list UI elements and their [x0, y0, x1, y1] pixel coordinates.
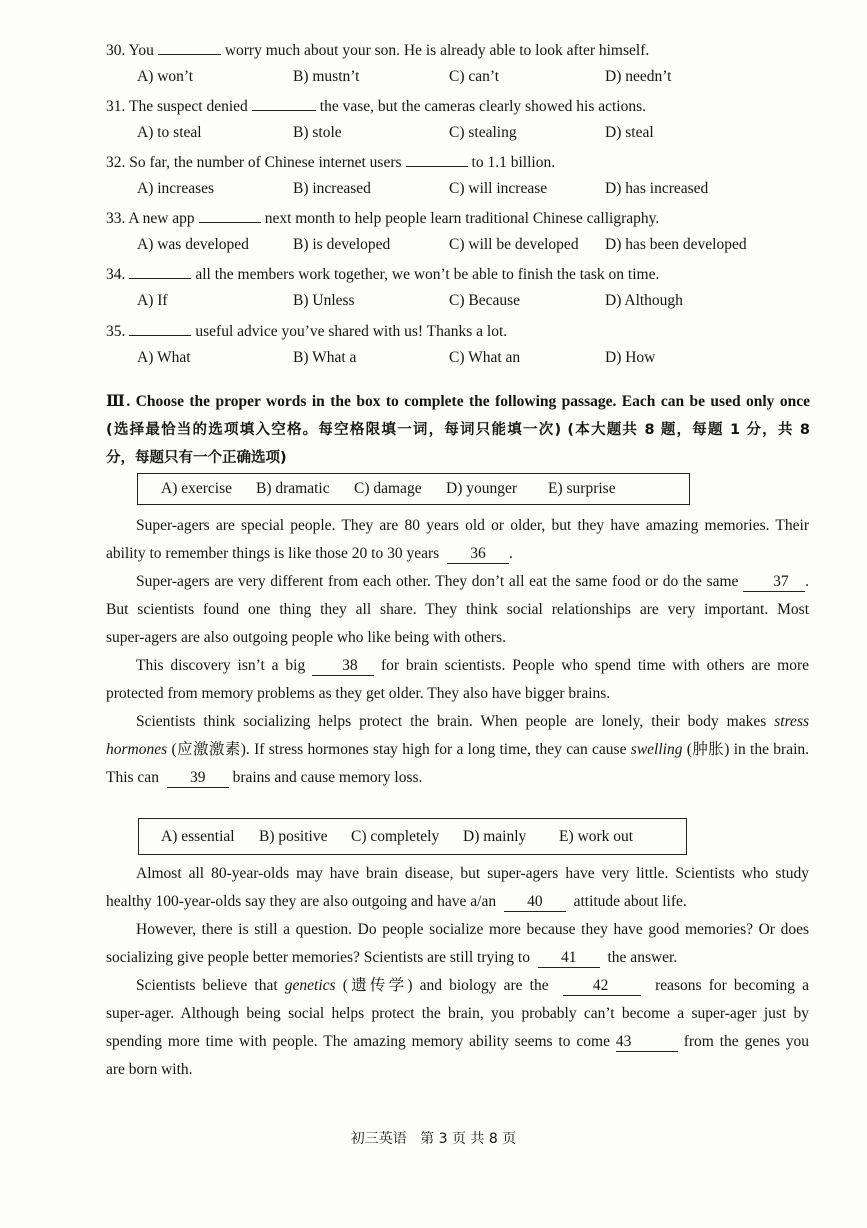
blank-39: 39 — [167, 769, 229, 788]
passage-line: This discovery isn’t a big 38 for brain scientists. People who spend time with others are more — [136, 657, 810, 674]
page-footer: 初三英语 第 3 页 共 8 页 — [350, 1131, 517, 1147]
blank-42: 42 — [563, 977, 641, 996]
section-3-line-3: 分，每题只有一个正确选项) — [106, 450, 287, 466]
option-c: C) will be developed — [449, 236, 579, 253]
option-a: A) to steal — [137, 124, 202, 141]
question-stem: 31. The suspect denied — [106, 98, 248, 115]
word-box-2-item: B) positive — [259, 828, 328, 845]
question-stem: to 1.1 billion. — [471, 154, 556, 171]
passage-line: protected from memory problems as they get older. They also have bigger brains. — [106, 685, 611, 702]
blank-43: 43 — [616, 1033, 678, 1052]
passage-line: But scientists found one thing they all share. They think social relationships are very important. Most — [106, 601, 809, 618]
question-stem: next month to help people learn traditional Chinese calligraphy. — [264, 210, 660, 227]
section-3-line-1: Ⅲ. Choose the proper words in the box to complete the following passage. Each can be used only once — [106, 393, 810, 410]
option-d: D) has been developed — [605, 236, 747, 253]
question-stem: all the members work together, we won’t be able to finish the task on time. — [195, 266, 660, 283]
passage-line: Scientists believe that genetics (遗传学) and biology are the 42 reasons for becoming a — [136, 977, 810, 994]
passage-line: However, there is still a question. Do people socialize more because they have good memories? Or does — [136, 921, 809, 938]
option-b: B) Unless — [293, 292, 355, 309]
passage-line: healthy 100-year-olds say they are also outgoing and have a/an 40 attitude about life. — [106, 893, 687, 910]
question-stem: 32. So far, the number of Chinese internet users — [106, 154, 402, 171]
question-stem: 35. — [106, 323, 126, 340]
passage-1 — [106, 512, 809, 792]
passage-line: This can 39 brains and cause memory loss. — [106, 769, 423, 786]
option-b: B) stole — [293, 124, 342, 141]
question-30 — [106, 40, 649, 60]
option-a: A) won’t — [137, 68, 194, 85]
section-3-instructions — [106, 388, 810, 472]
question-stem: 33. A new app — [106, 210, 195, 227]
option-d: D) steal — [605, 124, 654, 141]
word-box-2-item: E) work out — [559, 828, 634, 845]
question-stem: worry much about your son. He is already able to look after himself. — [224, 42, 650, 59]
section-3-line-2: (选择最恰当的选项填入空格。每空格限填一词，每词只能填一次) (本大题共 8 题，每题 1 分，共 8 — [106, 422, 810, 438]
passage-line: are born with. — [106, 1061, 193, 1078]
word-box-1-item: C) damage — [354, 480, 422, 497]
blank-36: 36 — [447, 545, 509, 564]
passage-line: Super-agers are very different from each other. They don’t all eat the same food or do the same 37 . — [136, 573, 809, 590]
option-c: C) will increase — [449, 180, 548, 197]
passage-line: ability to remember things is like those 20 to 30 years 36 . — [106, 545, 513, 562]
passage-line: super-agers are also outgoing people who like being with others. — [106, 629, 507, 646]
option-c: C) Because — [449, 292, 521, 309]
answer-blank — [406, 152, 468, 167]
passage-2 — [106, 860, 809, 1084]
option-d: D) Although — [605, 292, 683, 309]
word-box-1-item: A) exercise — [161, 480, 232, 497]
word-box-1-item: B) dramatic — [256, 480, 330, 497]
blank-38: 38 — [312, 657, 374, 676]
word-box-2-item: A) essential — [161, 828, 235, 845]
question-stem: useful advice you’ve shared with us! Thanks a lot. — [195, 323, 508, 340]
answer-blank — [252, 96, 316, 111]
answer-blank — [158, 40, 221, 55]
passage-line: socializing give people better memories? Scientists are still trying to 41 the answer. — [106, 949, 678, 966]
passage-line: Super-agers are special people. They are 80 years old or older, but they have amazing memories. Their — [136, 517, 809, 534]
passage-line: Almost all 80-year-olds may have brain disease, but super-agers have very little. Scientists who study — [136, 865, 809, 882]
option-b: B) increased — [293, 180, 371, 197]
question-33 — [106, 208, 659, 228]
passage-line: super-ager. Although being social helps protect the brain, you probably can’t become a super-ager just by — [106, 1005, 809, 1022]
question-31 — [106, 96, 646, 116]
option-a: A) was developed — [137, 236, 249, 253]
question-35 — [106, 321, 507, 341]
question-stem: 30. You — [106, 42, 154, 59]
option-c: C) can’t — [449, 68, 500, 85]
option-a: A) If — [137, 292, 168, 309]
option-d: D) has increased — [605, 180, 709, 197]
option-b: B) mustn’t — [293, 68, 360, 85]
option-b: B) What a — [293, 349, 357, 366]
option-c: C) stealing — [449, 124, 517, 141]
word-box-2-item: C) completely — [351, 828, 440, 845]
passage-line: hormones (应激激素). If stress hormones stay high for a long time, they can cause swelling (肿胀) in the brain. — [106, 741, 810, 758]
answer-blank — [129, 321, 191, 336]
option-d: D) needn’t — [605, 68, 672, 85]
option-b: B) is developed — [293, 236, 391, 253]
question-stem: the vase, but the cameras clearly showed his actions. — [319, 98, 647, 115]
question-stem: 34. — [106, 266, 126, 283]
blank-41: 41 — [538, 949, 600, 968]
passage-line: Scientists think socializing helps protect the brain. When people are lonely, their body makes stress — [136, 713, 810, 730]
answer-blank — [199, 208, 261, 223]
word-box-1 — [137, 473, 690, 505]
answer-blank — [129, 264, 191, 279]
option-c: C) What an — [449, 349, 521, 366]
passage-line: spending more time with people. The amazing memory ability seems to come 43 from the genes you — [106, 1033, 810, 1050]
question-34 — [106, 264, 659, 284]
blank-37: 37 — [743, 573, 805, 592]
blank-40: 40 — [504, 893, 566, 912]
option-a: A) increases — [137, 180, 215, 197]
option-d: D) How — [605, 349, 656, 366]
word-box-1-item: D) younger — [446, 480, 518, 497]
word-box-1-item: E) surprise — [548, 480, 616, 497]
option-a: A) What — [137, 349, 191, 366]
word-box-2 — [138, 818, 687, 855]
question-32 — [106, 152, 555, 172]
word-box-2-item: D) mainly — [463, 828, 527, 845]
